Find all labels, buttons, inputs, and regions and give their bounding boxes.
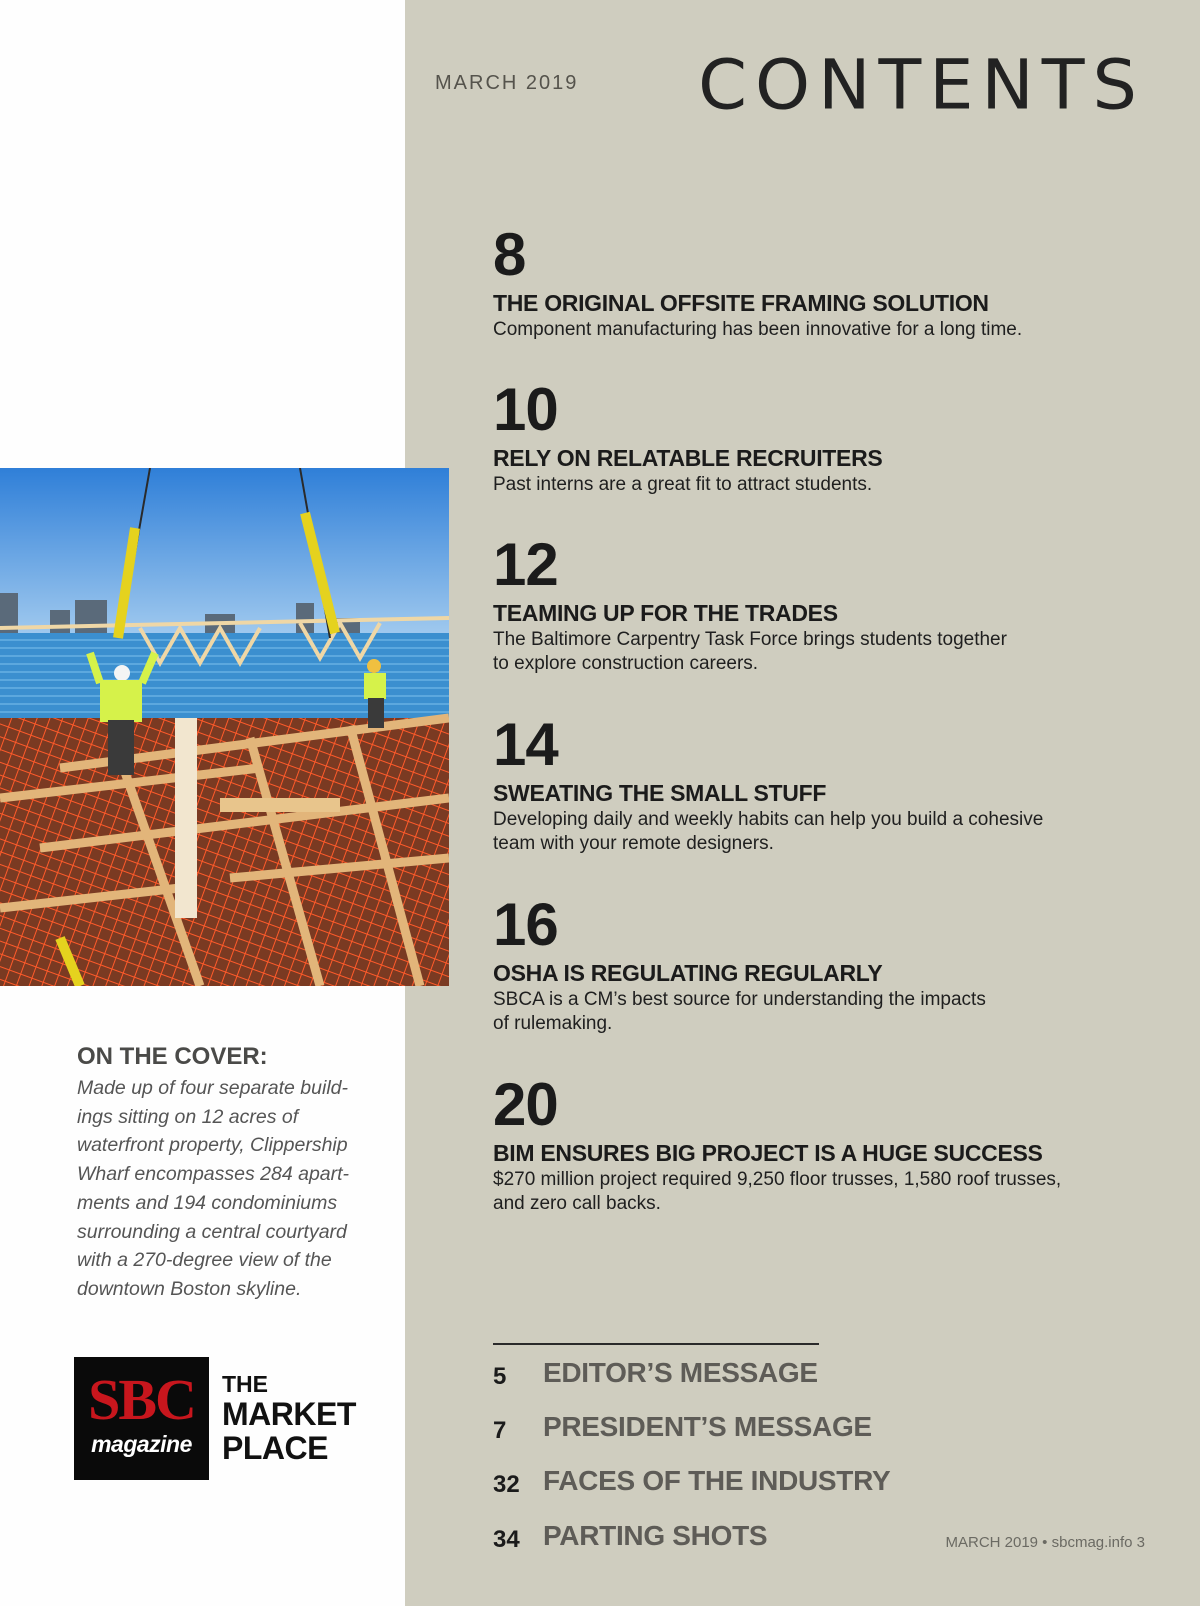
feature-item[interactable]: [493, 1071, 1062, 1216]
page-footer: MARCH 2019 • sbcmag.info 3: [945, 1534, 1145, 1551]
cover-heading: ON THE COVER:: [77, 1043, 268, 1070]
issue-date: MARCH 2019: [435, 72, 579, 94]
market-place-label: [222, 1373, 356, 1464]
feature-item[interactable]: [493, 376, 883, 497]
feature-item[interactable]: [493, 531, 1007, 676]
department-page-number: 5: [493, 1363, 507, 1390]
feature-headline: BIM ENSURES BIG PROJECT IS A HUGE SUCCESS: [493, 1140, 1043, 1166]
feature-description: SBCA is a CM’s best source for understanding the impacts of rulemaking.: [493, 989, 986, 1035]
market-market-text: MARKET: [222, 1396, 356, 1432]
feature-description: $270 million project required 9,250 floor trusses, 1,580 roof trusses, and zero call backs.: [493, 1169, 1062, 1215]
market-place-text: PLACE: [222, 1430, 328, 1466]
feature-headline: SWEATING THE SMALL STUFF: [493, 780, 827, 806]
department-page-number: 34: [493, 1526, 520, 1553]
department-label: FACES OF THE INDUSTRY: [543, 1465, 891, 1496]
feature-description: Developing daily and weekly habits can help you build a cohesive team with your remote designers.: [493, 809, 1044, 855]
page-title: CONTENTS: [698, 44, 1145, 126]
department-label: PARTING SHOTS: [543, 1520, 768, 1551]
department-label: PRESIDENT’S MESSAGE: [543, 1411, 872, 1442]
department-page-number: 32: [493, 1471, 520, 1498]
feature-page-number: 10: [493, 376, 558, 443]
section-divider: [493, 1343, 819, 1345]
department-page-number: 7: [493, 1417, 507, 1444]
logo-sbc-text: SBC: [88, 1367, 195, 1432]
feature-description: Component manufacturing has been innovative for a long time.: [493, 319, 1023, 341]
sbc-magazine-logo[interactable]: [74, 1357, 209, 1480]
feature-page-number: 20: [493, 1071, 558, 1138]
feature-headline: OSHA IS REGULATING REGULARLY: [493, 960, 883, 986]
feature-page-number: 8: [493, 221, 526, 288]
feature-description: The Baltimore Carpentry Task Force brings students together to explore construction careers.: [493, 629, 1007, 675]
department-label: EDITOR’S MESSAGE: [543, 1357, 818, 1388]
feature-headline: RELY ON RELATABLE RECRUITERS: [493, 445, 883, 471]
feature-page-number: 14: [493, 711, 558, 778]
feature-description: Past interns are a great fit to attract students.: [493, 474, 873, 496]
cover-photo: [0, 468, 449, 986]
logo-magazine-text: magazine: [91, 1431, 192, 1457]
feature-headline: TEAMING UP FOR THE TRADES: [493, 600, 838, 626]
feature-page-number: 12: [493, 531, 558, 598]
feature-page-number: 16: [493, 891, 558, 958]
feature-headline: THE ORIGINAL OFFSITE FRAMING SOLUTION: [493, 290, 989, 316]
cover-caption: Made up of four separate build- ings sitting on 12 acres of waterfront property, Clippership Wharf encompasses 284 apart- ments and 194 condominiums surrounding a central courtyard with a 270-degree view of the downtown Boston skyline.: [77, 1077, 350, 1300]
market-the-text: THE: [222, 1371, 268, 1397]
feature-item[interactable]: [493, 891, 986, 1036]
feature-item[interactable]: [493, 221, 1023, 342]
feature-item[interactable]: [493, 711, 1044, 856]
